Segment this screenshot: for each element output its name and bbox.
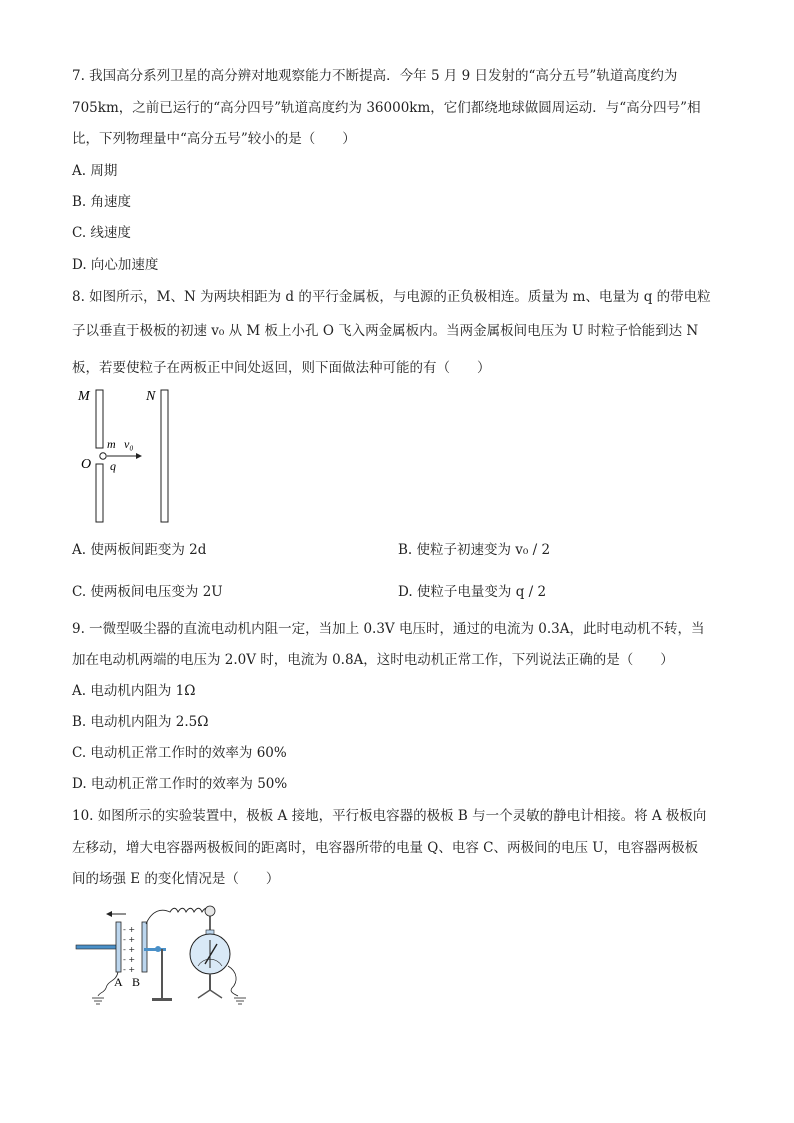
plate-a — [116, 922, 121, 972]
ground-symbol-a — [92, 998, 104, 1004]
label-m-plate: M — [78, 389, 90, 404]
q8-text-line1: 8. 如图所示，M、N 为两块相距为 d 的平行金属板，与电源的正负极相连。质量为 m、电量为 q 的带电粒 — [72, 289, 711, 305]
insulating-rod — [76, 945, 118, 949]
q8-text-line3: 板，若要使粒子在两板正中间处返回，则下面做法种可能的有（ ） — [72, 360, 491, 376]
q10-apparatus-figure — [72, 898, 262, 1016]
hole-o-particle — [100, 453, 106, 459]
connecting-wire — [146, 908, 210, 924]
label-v0: v₀ — [124, 437, 134, 451]
svg-text:- +: - + — [123, 965, 136, 974]
ground-wire-electroscope — [228, 966, 238, 996]
label-charge: q — [110, 459, 116, 473]
plate-n — [161, 390, 168, 522]
svg-text:- +: - + — [123, 945, 136, 954]
electroscope-base — [198, 990, 222, 998]
q8-option-d: D. 使粒子电量变为 q / 2 — [398, 584, 547, 600]
q7-option-c: C. 线速度 — [72, 225, 131, 241]
q9-option-a: A. 电动机内阻为 1Ω — [72, 683, 196, 699]
q7-option-d: D. 向心加速度 — [72, 257, 159, 273]
q10-text-line2: 左移动，增大电容器两极板间的距离时，电容器所带的电量 Q、电容 C、两极间的电压 U，电容器两极板 — [72, 840, 699, 856]
q9-option-c: C. 电动机正常工作时的效率为 60% — [72, 745, 287, 761]
q7-text-line1: 7. 我国高分系列卫星的高分辨对地观察能力不断提高．今年 5 月 9 日发射的“高分五号”轨道高度约为 — [72, 68, 678, 84]
label-n-plate: N — [146, 389, 156, 404]
svg-text:- +: - + — [123, 955, 136, 964]
plate-m-lower — [96, 464, 103, 522]
q8-option-b: B. 使粒子初速变为 v₀ / 2 — [398, 542, 551, 558]
q8-option-a: A. 使两板间距变为 2d — [72, 542, 207, 558]
label-mass: m — [107, 437, 116, 451]
label-plate-a: A — [114, 975, 123, 989]
q7-option-a: A. 周期 — [72, 163, 118, 179]
q7-text-line3: 比，下列物理量中“高分五号”较小的是（ ） — [72, 131, 356, 147]
q9-text-line2: 加在电动机两端的电压为 2.0V 时，电流为 0.8A，这时电动机正常工作，下列说法正确的是（ ） — [72, 652, 674, 668]
electroscope-knob — [205, 906, 215, 916]
svg-text:- +: - + — [123, 925, 136, 934]
velocity-arrowhead — [136, 453, 142, 459]
q10-text-line3: 间的场强 E 的变化情况是（ ） — [72, 871, 280, 887]
q10-text-line1: 10. 如图所示的实验装置中，极板 A 接地，平行板电容器的极板 B 与一个灵敏的静电计相接。将 A 极板向 — [72, 808, 707, 824]
q7-option-b: B. 角速度 — [72, 194, 132, 210]
q9-option-d: D. 电动机正常工作时的效率为 50% — [72, 776, 288, 792]
q8-option-c: C. 使两板间电压变为 2U — [72, 584, 223, 600]
label-plate-b: B — [132, 975, 141, 989]
plate-b — [142, 922, 147, 972]
ground-symbol-electroscope — [234, 998, 246, 1004]
svg-text:- +: - + — [123, 935, 136, 944]
q8-text-line2: 子以垂直于极板的初速 v₀ 从 M 板上小孔 O 飞入两金属板内。当两金属板间电压为 U 时粒子恰能到达 N — [72, 323, 699, 339]
q9-option-b: B. 电动机内阻为 2.5Ω — [72, 714, 209, 730]
plate-m-upper — [96, 390, 103, 448]
label-o-hole: O — [81, 457, 92, 472]
move-arrowhead — [106, 911, 112, 917]
q8-plates-figure — [72, 384, 182, 526]
q9-text-line1: 9. 一微型吸尘器的直流电动机内阻一定，当加上 0.3V 电压时，通过的电流为 0.3A，此时电动机不转，当 — [72, 621, 705, 637]
charge-signs — [123, 925, 135, 974]
stand-base — [152, 998, 172, 1001]
q7-text-line2: 705km，之前已运行的“高分四号”轨道高度约为 36000km，它们都绕地球做圆周运动．与“高分四号”相 — [72, 100, 701, 116]
stand-clamp — [155, 946, 161, 952]
